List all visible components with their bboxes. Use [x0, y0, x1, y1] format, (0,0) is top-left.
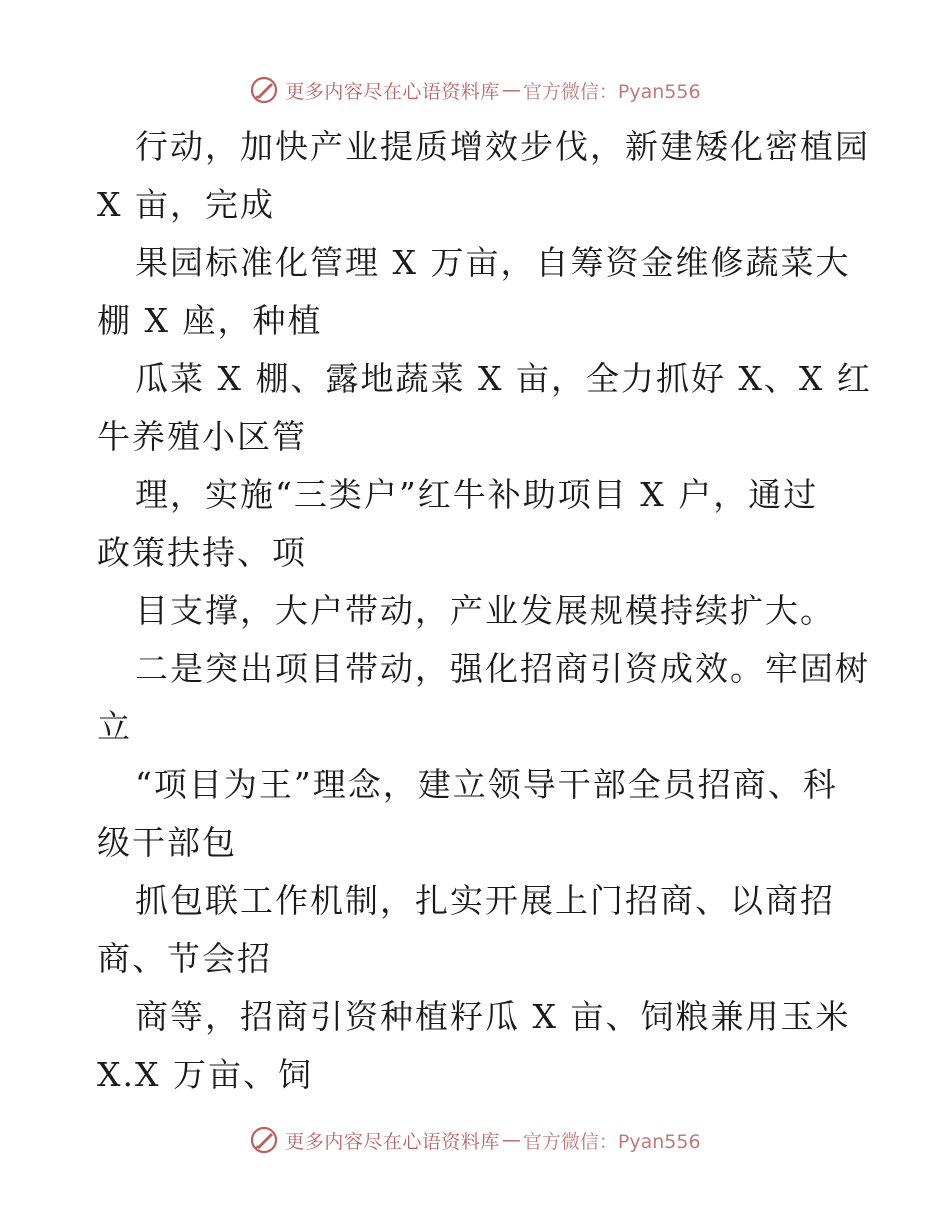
- text-line: 牛养殖小区管: [97, 417, 307, 456]
- watermark-brand: 更多内容尽在心语资料库: [285, 1130, 500, 1153]
- watermark-separator: —: [501, 79, 521, 101]
- text-line: 二是突出项目带动，强化招商引资成效。牢固树: [135, 649, 870, 688]
- header-watermark: [0, 70, 950, 110]
- text-line: 理，实施“三类户”红牛补助项目 X 户，通过: [135, 475, 819, 514]
- quill-pen-logo-icon: [249, 1125, 279, 1155]
- watermark-separator: —: [501, 1129, 521, 1151]
- text-line: “项目为王”理念，建立领导干部全员招商、科: [135, 765, 838, 804]
- text-line: 商、节会招: [97, 939, 272, 978]
- footer-watermark: [0, 1120, 950, 1160]
- text-line: 目支撑，大户带动，产业发展规模持续扩大。: [135, 591, 835, 630]
- text-line: 瓜菜 X 棚、露地蔬菜 X 亩，全力抓好 X、X 红: [135, 359, 872, 398]
- text-line: 政策扶持、项: [97, 533, 307, 572]
- text-line: 级干部包: [97, 823, 237, 862]
- document-body: [97, 118, 872, 1104]
- text-line: 抓包联工作机制，扎实开展上门招商、以商招: [135, 881, 835, 920]
- text-line: X 亩，完成: [97, 185, 275, 224]
- quill-pen-logo-icon: [249, 75, 279, 105]
- text-line: 立: [97, 707, 132, 746]
- watermark-wechat: 官方微信：Pyan556: [522, 80, 701, 103]
- text-line: 棚 X 座，种植: [97, 301, 323, 340]
- text-line: 行动，加快产业提质增效步伐，新建矮化密植园: [135, 127, 870, 166]
- text-line: 果园标准化管理 X 万亩，自筹资金维修蔬菜大: [135, 243, 851, 282]
- text-line: 商等，招商引资种植籽瓜 X 亩、饲粮兼用玉米: [135, 997, 851, 1036]
- watermark-wechat: 官方微信：Pyan556: [522, 1130, 701, 1153]
- watermark-brand: 更多内容尽在心语资料库: [285, 80, 500, 103]
- text-line: X.X 万亩、饲: [97, 1055, 313, 1094]
